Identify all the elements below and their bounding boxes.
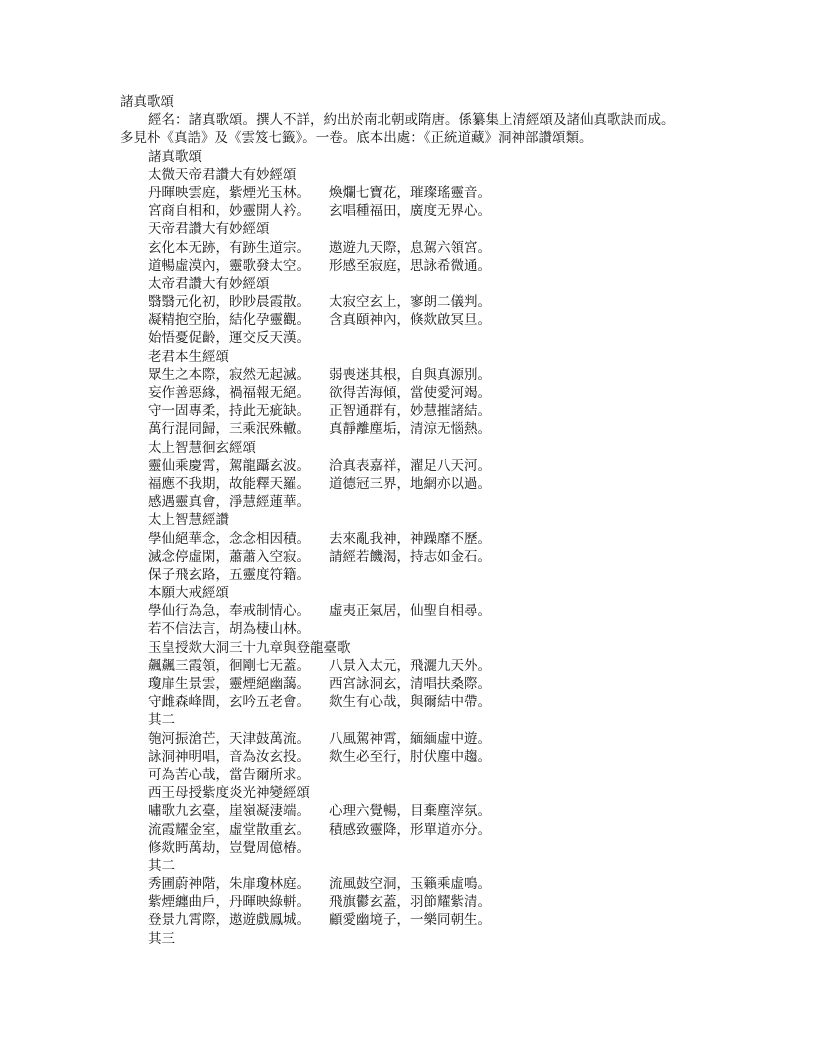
poem-line-first-half: 守一固專柔，持此无疵缺。 xyxy=(148,403,310,420)
poem-line-first-half: 宮商自相和，妙靈開人衿。 xyxy=(148,203,310,220)
poem-line-second-half: 欻生有心哉，與爾結中帶。 xyxy=(329,694,491,711)
poem-line xyxy=(120,693,720,711)
poem-line-first-half: 若不信法言，胡為棲山林。 xyxy=(148,621,310,638)
poem-heading: 玉皇授欻大洞三十九章與登龍臺歌 xyxy=(148,639,351,656)
poem-line-first-half: 可為苦心哉，當告爾所求。 xyxy=(148,766,310,783)
poem-line xyxy=(120,602,720,620)
poem-heading: 太上智慧經讚 xyxy=(148,512,229,529)
document-page xyxy=(120,93,720,948)
poem-line-first-half: 福應不我期，故能釋天羅。 xyxy=(148,475,310,492)
poem-heading: 西王母授紫度炎光神變經頌 xyxy=(148,785,310,802)
poem-line-first-half: 飆飆三霞領，徊剛七无蓋。 xyxy=(148,657,310,674)
intro-text-line-2: 多見朴《真誥》及《雲笈七籤》。一卷。底本出處：《正統道藏》洞神部讚頌類。 xyxy=(120,130,593,147)
poem-line xyxy=(120,748,720,766)
poem-line-second-half: 含真頤神內，倏欻啟冥旦。 xyxy=(329,312,491,329)
poem-line-first-half: 始悟憂促齡，運交反天漢。 xyxy=(148,330,310,347)
poem-line-first-half: 妄作善惡緣，禍福報无絕。 xyxy=(148,385,310,401)
poem-line xyxy=(120,620,720,638)
poem-line xyxy=(120,402,720,420)
poem-line xyxy=(120,293,720,311)
poem-sections xyxy=(120,166,720,948)
poem-line-first-half: 感遇靈真會，淨慧經蓮華。 xyxy=(148,494,310,511)
poem-line xyxy=(120,657,720,675)
poem-line xyxy=(120,802,720,820)
poem-line-second-half: 遨遊九天際，息駕六領宮。 xyxy=(329,239,491,256)
poem-line-second-half: 虛夷正氣居，仙聖自相尋。 xyxy=(329,603,491,620)
poem-line xyxy=(120,893,720,911)
poem-line-first-half: 學仙絕華念，念念相因積。 xyxy=(148,530,310,547)
poem-line-second-half: 太寂空玄上，寥朗二儀判。 xyxy=(329,294,491,311)
poem-line xyxy=(120,311,720,329)
poem-line-second-half: 去來亂我神，神躁靡不歷。 xyxy=(329,530,491,547)
poem-line-first-half: 登景九霄際，遨遊戲鳳城。 xyxy=(148,912,310,929)
poem-line-first-half: 修欻眄萬劫，豈覺周億椿。 xyxy=(148,839,310,856)
intro-text-line-1: 經名：諸真歌頌。撰人不詳，約出於南北朝或隋唐。係纂集上清經頌及諸仙真歌訣而成。 xyxy=(148,112,675,129)
poem-line-first-half: 翳翳元化初，眇眇晨霞散。 xyxy=(148,294,310,311)
poem-heading: 其二 xyxy=(148,712,175,729)
poem-heading: 本願大戒經頌 xyxy=(148,585,229,602)
poem-line-second-half: 真靜離塵垢，清涼无惱熱。 xyxy=(329,421,491,438)
poem-line-second-half: 道德冠三界，地網亦以過。 xyxy=(329,475,491,492)
poem-line-first-half: 丹暉映雲庭，紫煙光玉林。 xyxy=(148,184,310,201)
poem-heading: 太上智慧徊玄經頌 xyxy=(148,439,256,456)
poem-heading: 天帝君讚大有妙經頌 xyxy=(148,221,270,238)
poem-line xyxy=(120,821,720,839)
poem-heading: 老君本生經頌 xyxy=(148,348,229,365)
poem-line xyxy=(120,184,720,202)
poem-line xyxy=(120,329,720,347)
poem-line xyxy=(120,366,720,384)
poem-line-first-half: 匏河振滄芒，天津鼓萬流。 xyxy=(148,730,310,747)
poem-line-second-half: 西宮詠洞玄，清唱扶桑際。 xyxy=(329,676,491,692)
poem-line-second-half: 顧愛幽境子，一樂同朝生。 xyxy=(329,912,491,929)
poem-line xyxy=(120,911,720,929)
document-subtitle: 諸真歌頌 xyxy=(148,148,202,165)
poem-line xyxy=(120,839,720,857)
poem-line-first-half: 瓊扉生景雲，靈煙絕幽藹。 xyxy=(148,676,310,692)
poem-line xyxy=(120,239,720,257)
poem-line xyxy=(120,875,720,893)
poem-line-second-half: 玄唱種福田，廣度无界心。 xyxy=(329,203,491,220)
poem-line xyxy=(120,675,720,693)
poem-heading: 其三 xyxy=(148,930,175,947)
poem-line-second-half: 飛旗鬱玄蓋，羽節耀紫清。 xyxy=(329,894,491,911)
poem-line xyxy=(120,493,720,511)
poem-line-first-half: 凝精抱空胎，結化孕靈觀。 xyxy=(148,312,310,329)
poem-line-second-half: 積感致靈降，形單道亦分。 xyxy=(329,821,491,838)
poem-line-second-half: 欲得苦海傾，當使愛河竭。 xyxy=(329,385,491,401)
poem-line xyxy=(120,766,720,784)
poem-line-first-half: 守雌森峰間，玄吟五老會。 xyxy=(148,694,310,711)
poem-line-second-half: 心理六覺暢，目棄塵滓氛。 xyxy=(329,803,491,820)
poem-line xyxy=(120,384,720,402)
poem-heading: 太帝君讚大有妙經頌 xyxy=(148,275,270,292)
poem-line xyxy=(120,202,720,220)
poem-line-first-half: 紫煙纏曲戶，丹暉映綠軿。 xyxy=(148,894,310,911)
poem-line xyxy=(120,420,720,438)
poem-line-second-half: 請經若饑渴，持志如金石。 xyxy=(329,548,491,565)
poem-line-second-half: 形感至寂庭，思詠希微通。 xyxy=(329,257,491,274)
poem-line-first-half: 嘯歌九玄臺，崖嶺凝淒端。 xyxy=(148,803,310,820)
poem-line-second-half: 八景入太元，飛灑九天外。 xyxy=(329,657,491,674)
poem-line-second-half: 正智通群有，妙慧摧諸結。 xyxy=(329,403,491,420)
poem-line-first-half: 保子飛玄路，五靈度符籍。 xyxy=(148,566,310,583)
poem-line-second-half: 流風鼓空洞，玉籟乘虛鳴。 xyxy=(329,876,491,893)
poem-line xyxy=(120,548,720,566)
poem-line-second-half: 煥爛七寶花，璀璨瑤靈音。 xyxy=(329,184,491,201)
poem-line-first-half: 學仙行為急，奉戒制情心。 xyxy=(148,603,310,620)
poem-line-first-half: 靈仙乘慶霄，駕龍躡玄波。 xyxy=(148,457,310,474)
document-title: 諸真歌頌 xyxy=(120,94,174,110)
poem-heading: 其二 xyxy=(148,857,175,874)
poem-line-first-half: 流霞耀金室，虛堂散重玄。 xyxy=(148,821,310,838)
poem-line-second-half: 八風駕神霄，緬緬虛中遊。 xyxy=(329,730,491,747)
poem-line-first-half: 眾生之本際，寂然无起滅。 xyxy=(148,366,310,383)
poem-line xyxy=(120,475,720,493)
poem-line xyxy=(120,257,720,275)
poem-line-first-half: 秀圃蔚神階，朱扉瓊林庭。 xyxy=(148,876,310,893)
poem-line-first-half: 玄化本无跡，有跡生道宗。 xyxy=(148,239,310,256)
poem-line xyxy=(120,457,720,475)
poem-line-second-half: 欻生必至行，肘伏塵中趨。 xyxy=(329,748,491,765)
poem-line-first-half: 道暢虛漠內，靈歌發太空。 xyxy=(148,257,310,274)
poem-line-first-half: 詠洞神明唱，音為汝玄投。 xyxy=(148,748,310,765)
poem-line-second-half: 弱喪迷其根，自與真源別。 xyxy=(329,366,491,383)
poem-line-second-half: 洽真表嘉祥，濯足八天河。 xyxy=(329,457,491,474)
poem-heading: 太微天帝君讚大有妙經頌 xyxy=(148,166,297,183)
poem-line xyxy=(120,566,720,584)
poem-line-first-half: 萬行混同歸，三乘泯殊轍。 xyxy=(148,421,310,438)
poem-line-first-half: 滅念停虛閑，蕭蕭入空寂。 xyxy=(148,548,310,565)
poem-line xyxy=(120,530,720,548)
poem-line xyxy=(120,730,720,748)
